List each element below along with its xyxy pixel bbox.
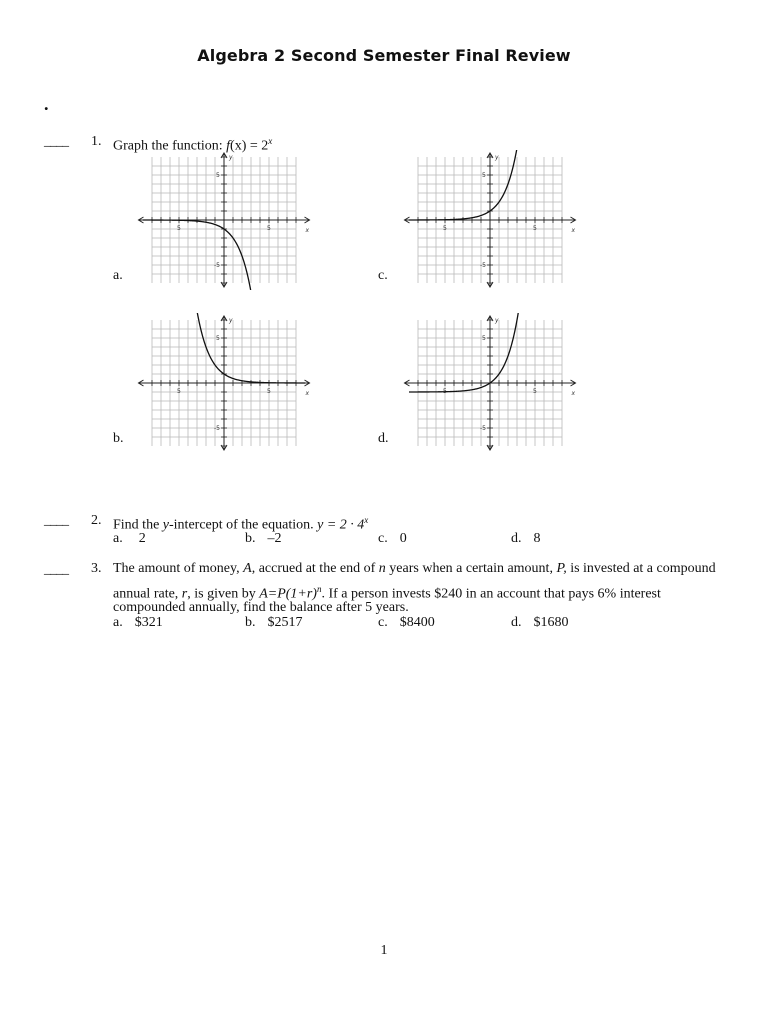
x-axis-label: x [571, 390, 576, 397]
tick-label-x-pos: 5 [533, 388, 537, 395]
question-3-line-3: compounded annually, find the balance after 5 years. [113, 600, 409, 615]
coordinate-grid [402, 150, 582, 290]
option-letter: b. [245, 615, 256, 630]
q3-text: annual rate, [113, 586, 182, 602]
q3-text: . If a person invests $240 in an account that pays 6% interest [321, 586, 661, 602]
q2-equation: y = 2 · 4 [317, 517, 365, 533]
question-3-line-1 [113, 559, 716, 578]
option-letter: c. [378, 615, 388, 630]
q3-text: , is given by [187, 586, 260, 602]
option-value: $321 [134, 615, 163, 630]
answer-blank-q1[interactable]: ____ [44, 134, 68, 149]
tick-label-y-neg: -5 [480, 262, 486, 269]
coordinate-grid [402, 313, 582, 453]
q3-option-a[interactable] [113, 615, 163, 631]
function-body: (x) = 2 [230, 138, 269, 154]
q3-formula: A=P(1+r) [259, 586, 317, 602]
option-letter: d. [511, 531, 522, 546]
option-value: 2 [138, 531, 146, 546]
y-axis-label: y [495, 317, 499, 324]
q3-text: years when a certain amount, [385, 561, 557, 576]
option-letter: c. [378, 531, 388, 546]
answer-blank-q2[interactable]: ____ [44, 513, 68, 528]
q2-option-d[interactable] [511, 531, 541, 547]
option-c-letter-q1: c. [378, 268, 388, 283]
bullet-mark: . [44, 94, 49, 114]
function-name: f [226, 138, 231, 154]
tick-label-x-pos: 5 [267, 225, 271, 232]
option-letter: a. [113, 615, 123, 630]
question-number-1: 1. [91, 134, 102, 149]
option-value: –2 [267, 531, 282, 546]
question-number-3: 3. [91, 561, 102, 576]
coordinate-grid [136, 313, 316, 453]
q2-option-b[interactable] [245, 531, 282, 547]
q2-text-after: -intercept of the equation. [169, 517, 314, 533]
q3-var-p: P, [556, 561, 567, 576]
x-axis-label: x [571, 227, 576, 234]
tick-label-y-neg: -5 [480, 425, 486, 432]
tick-label-x-neg: 5 [177, 225, 181, 232]
y-axis-label: y [229, 154, 233, 161]
tick-label-x-neg: 5 [177, 388, 181, 395]
x-axis-label: x [305, 390, 310, 397]
q2-text-before: Find the [113, 517, 163, 533]
graph-option-c[interactable] [402, 150, 582, 290]
option-letter: d. [511, 615, 522, 630]
q3-text: is invested at a compound [566, 561, 716, 576]
option-b-letter-q1: b. [113, 431, 124, 446]
function-curve [409, 313, 519, 392]
option-value: 8 [533, 531, 541, 546]
tick-label-y-neg: -5 [214, 425, 220, 432]
y-axis-label: y [229, 317, 233, 324]
option-value: $1680 [533, 615, 569, 630]
option-value: 0 [399, 531, 407, 546]
tick-label-x-neg: 5 [443, 225, 447, 232]
tick-label-y-pos: 5 [216, 335, 220, 342]
q2-exponent: x [364, 515, 369, 525]
tick-label-y-pos: 5 [482, 172, 486, 179]
function-exponent: x [268, 136, 273, 146]
question-1-prompt: Graph the function: [113, 138, 223, 154]
graph-option-d[interactable] [402, 313, 582, 453]
option-value: $2517 [267, 615, 303, 630]
q2-option-a[interactable] [113, 531, 146, 547]
y-axis-label: y [495, 154, 499, 161]
tick-label-y-neg: -5 [214, 262, 220, 269]
q3-var-n: n [378, 561, 386, 576]
tick-label-x-neg: 5 [443, 388, 447, 395]
option-a-letter-q1: a. [113, 268, 123, 283]
q3-var-r: r [181, 586, 188, 602]
answer-blank-q3[interactable]: ____ [44, 562, 68, 577]
question-number-2: 2. [91, 513, 102, 528]
page-title: Algebra 2 Second Semester Final Review [197, 46, 571, 65]
option-letter: a. [113, 531, 123, 546]
q3-var-a: A [243, 561, 252, 576]
tick-label-y-pos: 5 [216, 172, 220, 179]
q3-formula-exponent: n [316, 584, 322, 594]
q3-option-d[interactable] [511, 615, 569, 631]
question-2-text [113, 511, 368, 535]
graph-option-b[interactable] [136, 313, 316, 453]
q3-text: The amount of money, [113, 561, 244, 576]
tick-label-y-pos: 5 [482, 335, 486, 342]
q2-var: y [162, 517, 169, 533]
option-value: $8400 [399, 615, 435, 630]
q3-option-b[interactable] [245, 615, 303, 631]
q3-text: , accrued at the end of [251, 561, 379, 576]
tick-label-x-pos: 5 [267, 388, 271, 395]
graph-option-a[interactable] [136, 150, 316, 290]
q3-option-c[interactable] [378, 615, 435, 631]
option-d-letter-q1: d. [378, 431, 389, 446]
page-number: 1 [380, 943, 388, 958]
q2-option-c[interactable] [378, 531, 407, 547]
tick-label-x-pos: 5 [533, 225, 537, 232]
coordinate-grid [136, 150, 316, 290]
x-axis-label: x [305, 227, 310, 234]
option-letter: b. [245, 531, 256, 546]
